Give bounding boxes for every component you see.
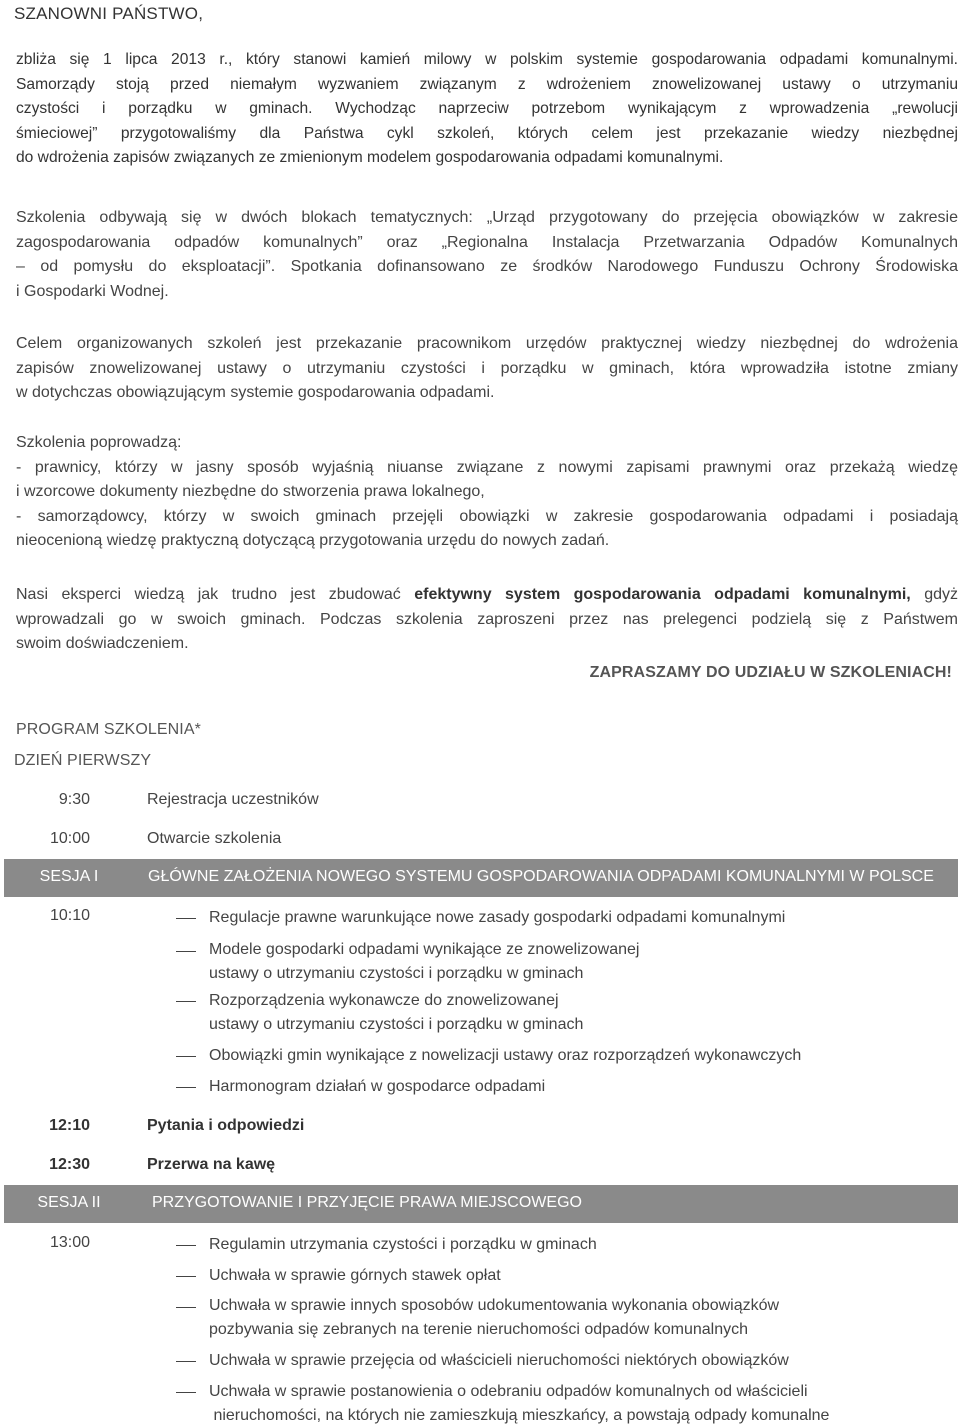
session-topic [209,938,639,986]
session-title: GŁÓWNE ZAŁOŻENIA NOWEGO SYSTEMU GOSPODAROWANIA ODPADAMI KOMUNALNYMI W POLSCE [148,868,934,885]
dash-bullet [176,1001,196,1002]
schedule-time: 13:00 [49,1234,90,1251]
session-topic [209,906,785,930]
blocks-paragraph [16,206,958,304]
text-line: Szkolenia poprowadzą: [16,434,182,451]
session-topic [209,1075,545,1099]
text-line: nieocenioną wiedzę praktyczną dotyczącą przygotowania urzędu do nowych zadań. [16,532,610,550]
schedule-item: Przerwa na kawę [147,1156,276,1173]
topic-line: Uchwała w sprawie innych sposobów udokumentowania wykonania obowiązków [209,1297,780,1314]
session-bar [4,1185,958,1223]
text-line: Celem organizowanych szkoleń jest przekazanie pracownikom urzędów praktycznej wiedzy niezbędnej do wdrożenia [16,335,958,352]
session-topic [209,1349,789,1373]
schedule-time: 9:30 [58,791,90,808]
experts-paragraph [16,583,958,657]
dash-bullet [176,1245,196,1246]
topic-line: Uchwała w sprawie górnych stawek opłat [209,1267,501,1284]
schedule-item: Rejestracja uczestników [147,791,319,808]
topic-line: Regulamin utrzymania czystości i porządku w gminach [209,1236,597,1253]
intro-paragraph [16,48,958,171]
topic-line: ustawy o utrzymaniu czystości i porządku w gminach [209,1016,584,1033]
topic-line: Regulacje prawne warunkujące nowe zasady gospodarki odpadami komunalnymi [209,909,786,926]
dash-bullet [176,1276,196,1277]
session-topic [209,989,583,1037]
text-line: zapisów znowelizowanej ustawy o utrzymaniu czystości i porządku w gminach, która wprowadziła istotne zmiany [16,359,958,377]
text-line: - prawnicy, którzy w jasny sposób wyjaśnią niuanse związane z nowymi zapisami prawnymi oraz przekażą wiedzę [16,458,958,476]
topic-line: pozbywania się zebranych na terenie nieruchomości odpadów komunalnych [209,1321,748,1338]
session-label: SESJA I [39,868,99,885]
day-title: DZIEŃ PIERWSZY [14,752,152,769]
topic-line: Uchwała w sprawie przejęcia od właścicieli nieruchomości niektórych obowiązków [209,1352,789,1369]
session-bar [4,859,958,897]
topic-line: nieruchomości, na których nie zamieszkują mieszkańcy, a powstają odpady komunalne [209,1407,830,1424]
schedule-time: 10:00 [49,830,90,847]
text-line: zbliża się 1 lipca 2013 r., który stanowi kamień milowy w polskim systemie gospodarowania odpadami komunalnymi. [16,51,958,68]
topic-line: ustawy o utrzymaniu czystości i porządku w gminach [209,965,584,982]
session-topic [209,1264,501,1288]
program-title: PROGRAM SZKOLENIA* [16,721,201,738]
trainers-paragraph [16,431,958,554]
schedule-time: 12:10 [49,1117,90,1134]
dash-bullet [176,1307,196,1308]
topic-line: Modele gospodarki odpadami wynikające ze znowelizowanej [209,941,640,958]
session-label: SESJA II [37,1194,101,1211]
dash-bullet [176,1056,196,1057]
dash-bullet [176,918,196,919]
topic-line: Harmonogram działań w gospodarce odpadami [209,1078,546,1095]
schedule-time: 10:10 [49,907,90,924]
text-line: swoim doświadczeniem. [16,635,189,653]
goal-paragraph [16,332,958,406]
topic-line: Rozporządzenia wykonawcze do znowelizowanej [209,992,559,1009]
highlight-text: efektywny system gospodarowania odpadami komunalnymi, [414,586,911,603]
text-line: Samorządy stoją przed niemałym wyzwaniem związanym z wdrożeniem znowelizowanej ustawy o utrzymaniu [16,75,958,93]
text-line: w dotychczas obowiązującym systemie gospodarowania odpadami. [16,384,495,402]
dash-bullet [176,951,196,952]
text-line: - samorządowcy, którzy w swoich gminach przejęli obowiązki w zakresie gospodarowania odpadami i posiadają [16,507,958,525]
text-line: do wdrożenia zapisów związanych ze zmienionym modelem gospodarowania odpadami komunalnymi. [16,149,724,167]
text-line: i Gospodarki Wodnej. [16,282,169,300]
text-line: zagospodarowania odpadów komunalnych” oraz „Regionalna Instalacja Przetwarzania Odpadów Komunalnych [16,233,958,251]
greeting-heading: SZANOWNI PAŃSTWO, [14,4,204,23]
session-topic [209,1233,597,1257]
invitation-text: ZAPRASZAMY DO UDZIAŁU W SZKOLENIACH! [589,664,952,681]
session-topic [209,1294,779,1342]
text-line: śmieciowej” przygotowaliśmy dla Państwa cykl szkoleń, których celem jest przekazanie wiedzy niezbędnej [16,124,958,142]
text-line: czystości i porządku w gminach. Wychodząc naprzeciw potrzebom wynikającym z wprowadzenia „rewolucji [16,100,958,118]
schedule-item: Otwarcie szkolenia [147,830,282,847]
text-line [16,583,958,608]
topic-line: Uchwała w sprawie postanowienia o odebraniu odpadów komunalnych od właścicieli [209,1383,808,1400]
dash-bullet [176,1087,196,1088]
text-line: Szkolenia odbywają się w dwóch blokach tematycznych: „Urząd przygotowany do przejęcia obowiązków w zakresie [16,209,958,226]
session-title: PRZYGOTOWANIE I PRZYJĘCIE PRAWA MIEJSCOWEGO [152,1194,582,1211]
dash-bullet [176,1361,196,1362]
text-line: wprowadzali go w swoich gminach. Podczas szkolenia zaproszeni przez nas prelegenci podzielą się z Państwem [16,610,958,628]
dash-bullet [176,1392,196,1393]
session-topic [209,1044,801,1068]
text-line: – od pomysłu do eksploatacji”. Spotkania dofinansowano ze środków Narodowego Funduszu Ochrony Środowiska [16,258,958,276]
session-topic [209,1380,829,1428]
schedule-time: 12:30 [49,1156,90,1173]
text-segment: gdyż [910,586,958,603]
text-line: i wzorcowe dokumenty niezbędne do stworzenia prawa lokalnego, [16,483,485,501]
schedule-item: Pytania i odpowiedzi [147,1117,305,1134]
topic-line: Obowiązki gmin wynikające z nowelizacji ustawy oraz rozporządzeń wykonawczych [209,1047,802,1064]
text-segment: Nasi eksperci wiedzą jak trudno jest zbudować [16,586,415,603]
